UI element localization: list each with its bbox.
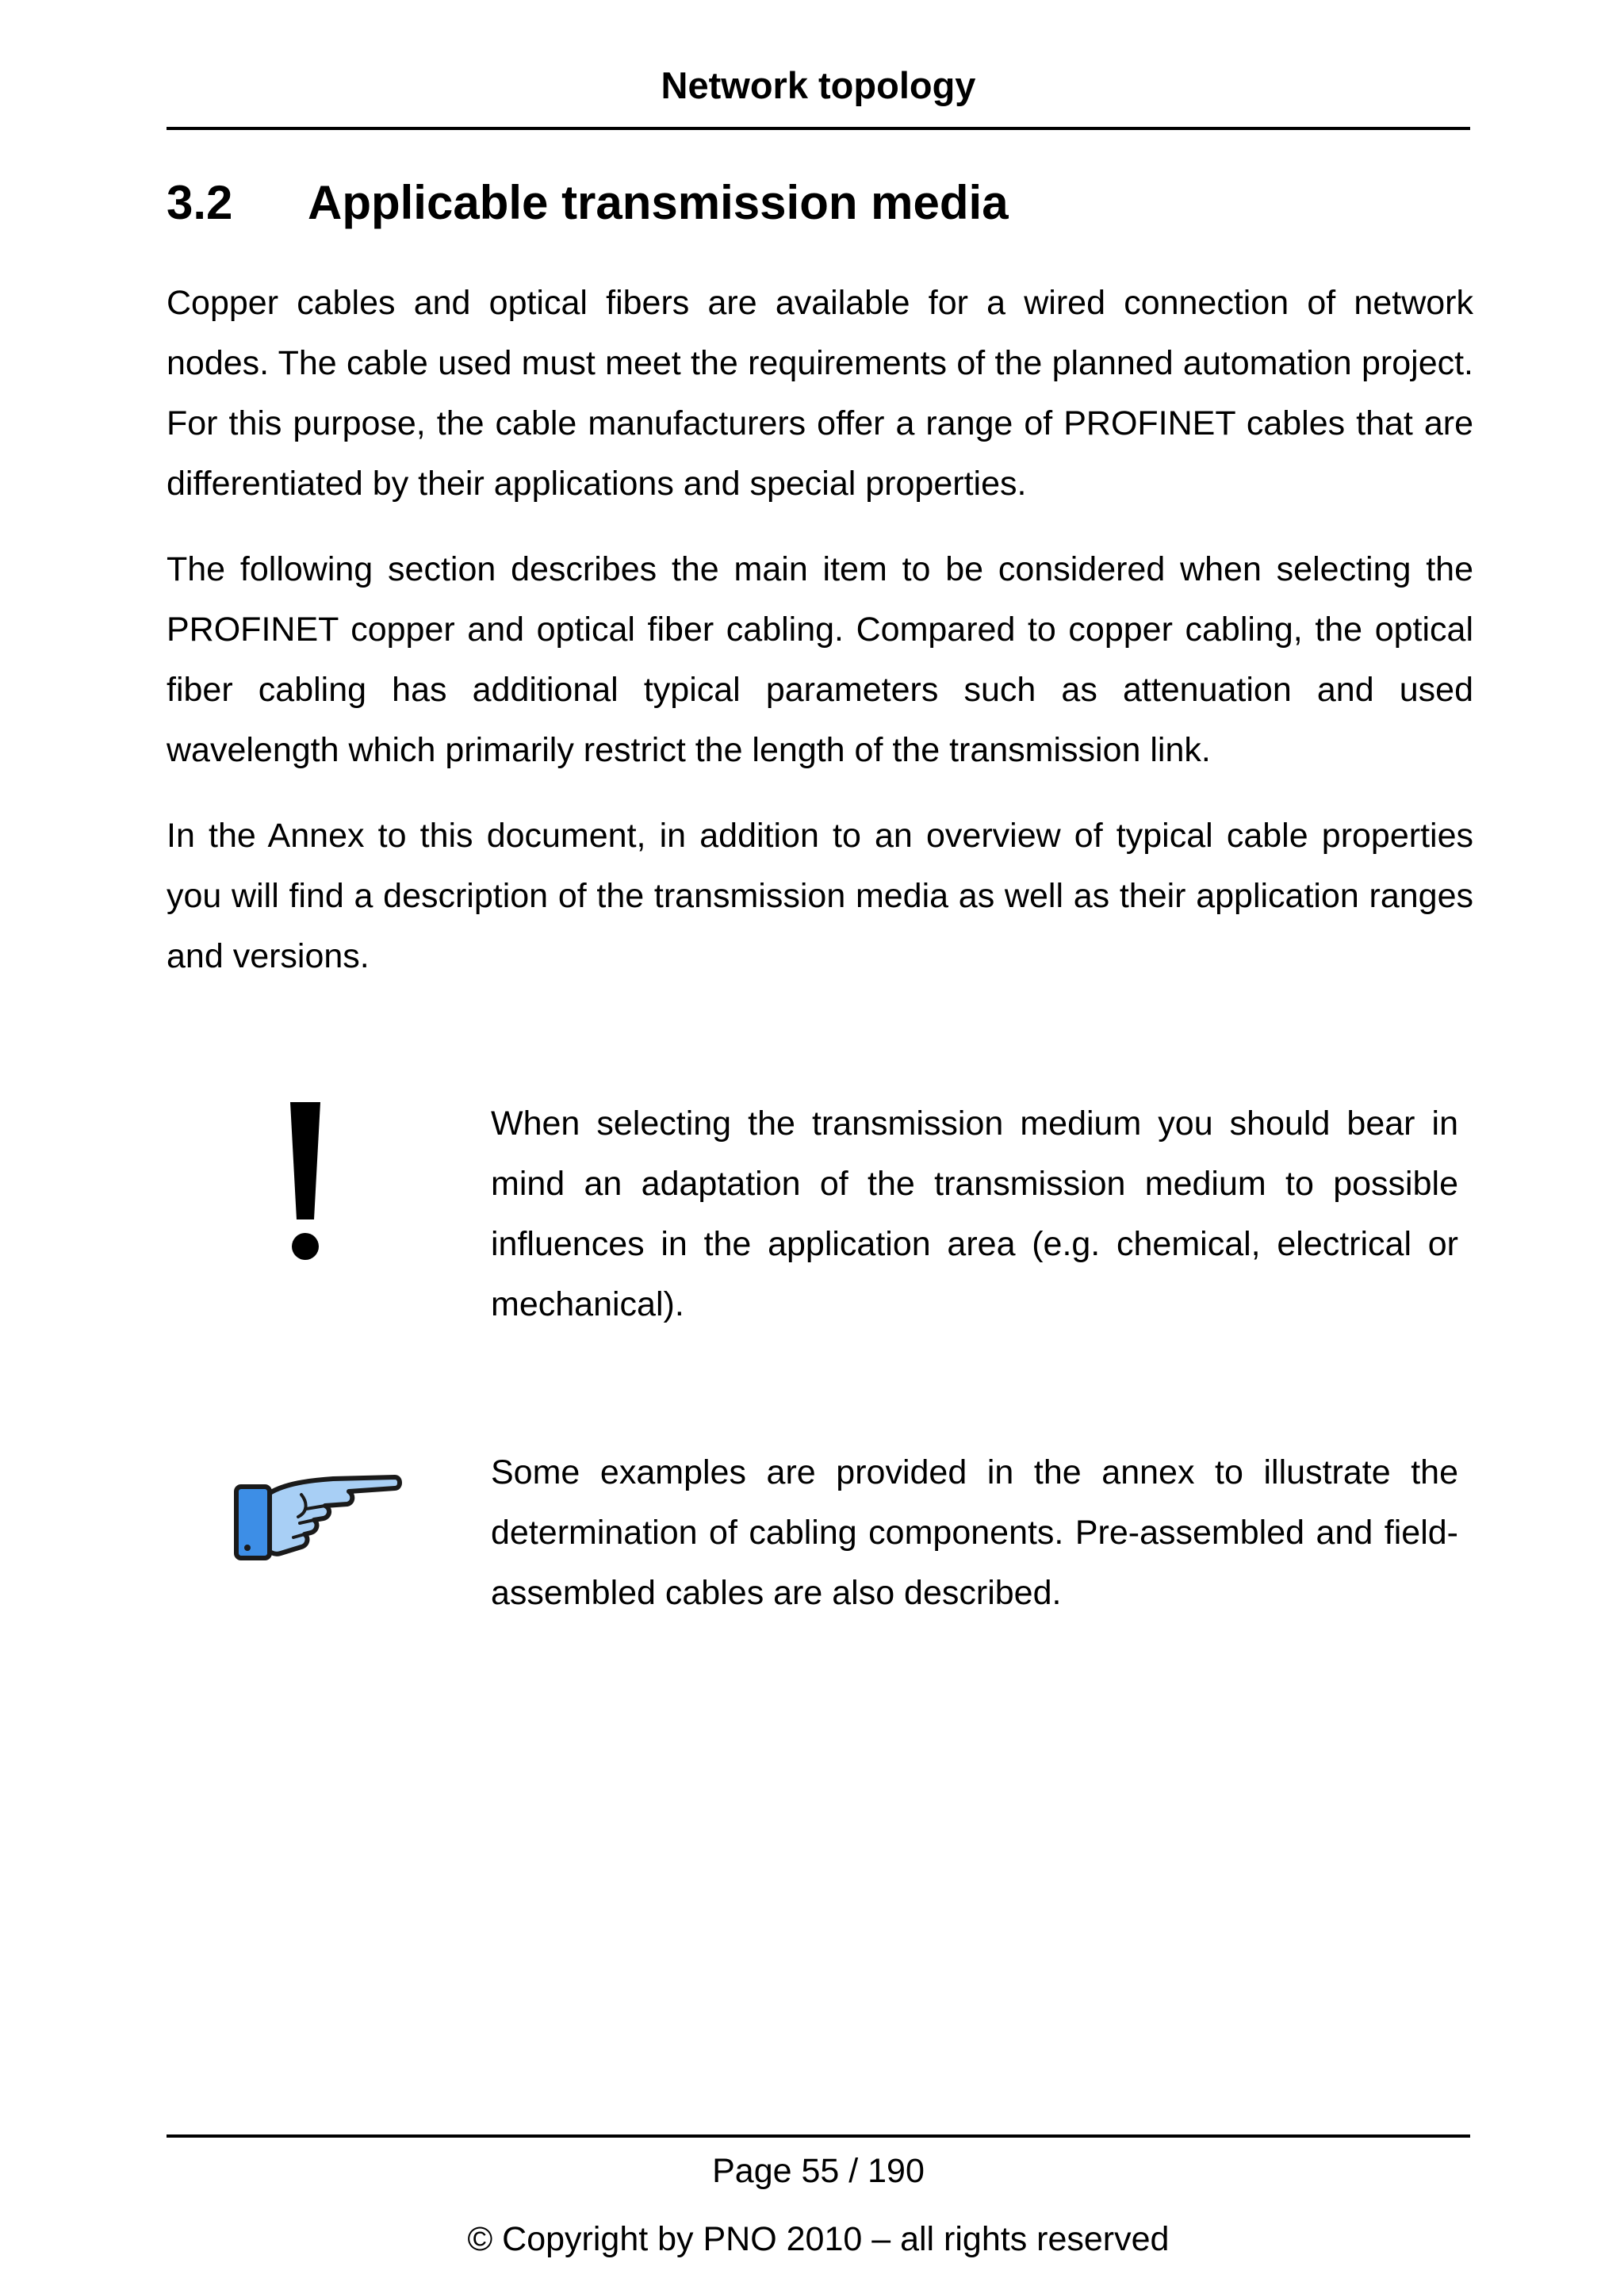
copyright-notice: © Copyright by PNO 2010 – all rights reserved xyxy=(467,2220,1170,2258)
section-number: 3.2 xyxy=(167,176,233,229)
section-title: Applicable transmission media xyxy=(308,176,1009,229)
section-heading xyxy=(167,174,1009,232)
pointing-hand-icon xyxy=(230,1471,404,1566)
exclamation-icon xyxy=(285,1102,325,1261)
body-paragraph-2: The following section describes the main item to be considered when selecting the PROFINET copper and optical fiber cabling. Compared to copper cabling, the optical fiber cabling has additional typical parameters such as attenuation and used wavelength which primarily restrict the length of the transmission link. xyxy=(167,550,1473,769)
reference-note-text: Some examples are provided in the annex to illustrate the determination of cabling components. Pre-assembled and field-assembled cables are also described. xyxy=(491,1453,1458,1612)
body-paragraph-3: In the Annex to this document, in addition to an overview of typical cable properties you will find a description of the transmission media as well as their application ranges and versions. xyxy=(167,817,1473,975)
footer-rule xyxy=(167,2134,1470,2138)
body-paragraph-1: Copper cables and optical fibers are available for a wired connection of network nodes. The cable used must meet the requirements of the planned automation project. For this purpose, the cable manufacturers offer a range of PROFINET cables that are differentiated by their applications and special properties. xyxy=(167,284,1473,503)
running-header: Network topology xyxy=(661,64,976,106)
header-rule xyxy=(167,127,1470,130)
warning-note-text: When selecting the transmission medium you should bear in mind an adaptation of the transmission medium to possible influences in the application area (e.g. chemical, electrical or mechanical). xyxy=(491,1105,1458,1323)
page-number: Page 55 / 190 xyxy=(712,2152,925,2190)
